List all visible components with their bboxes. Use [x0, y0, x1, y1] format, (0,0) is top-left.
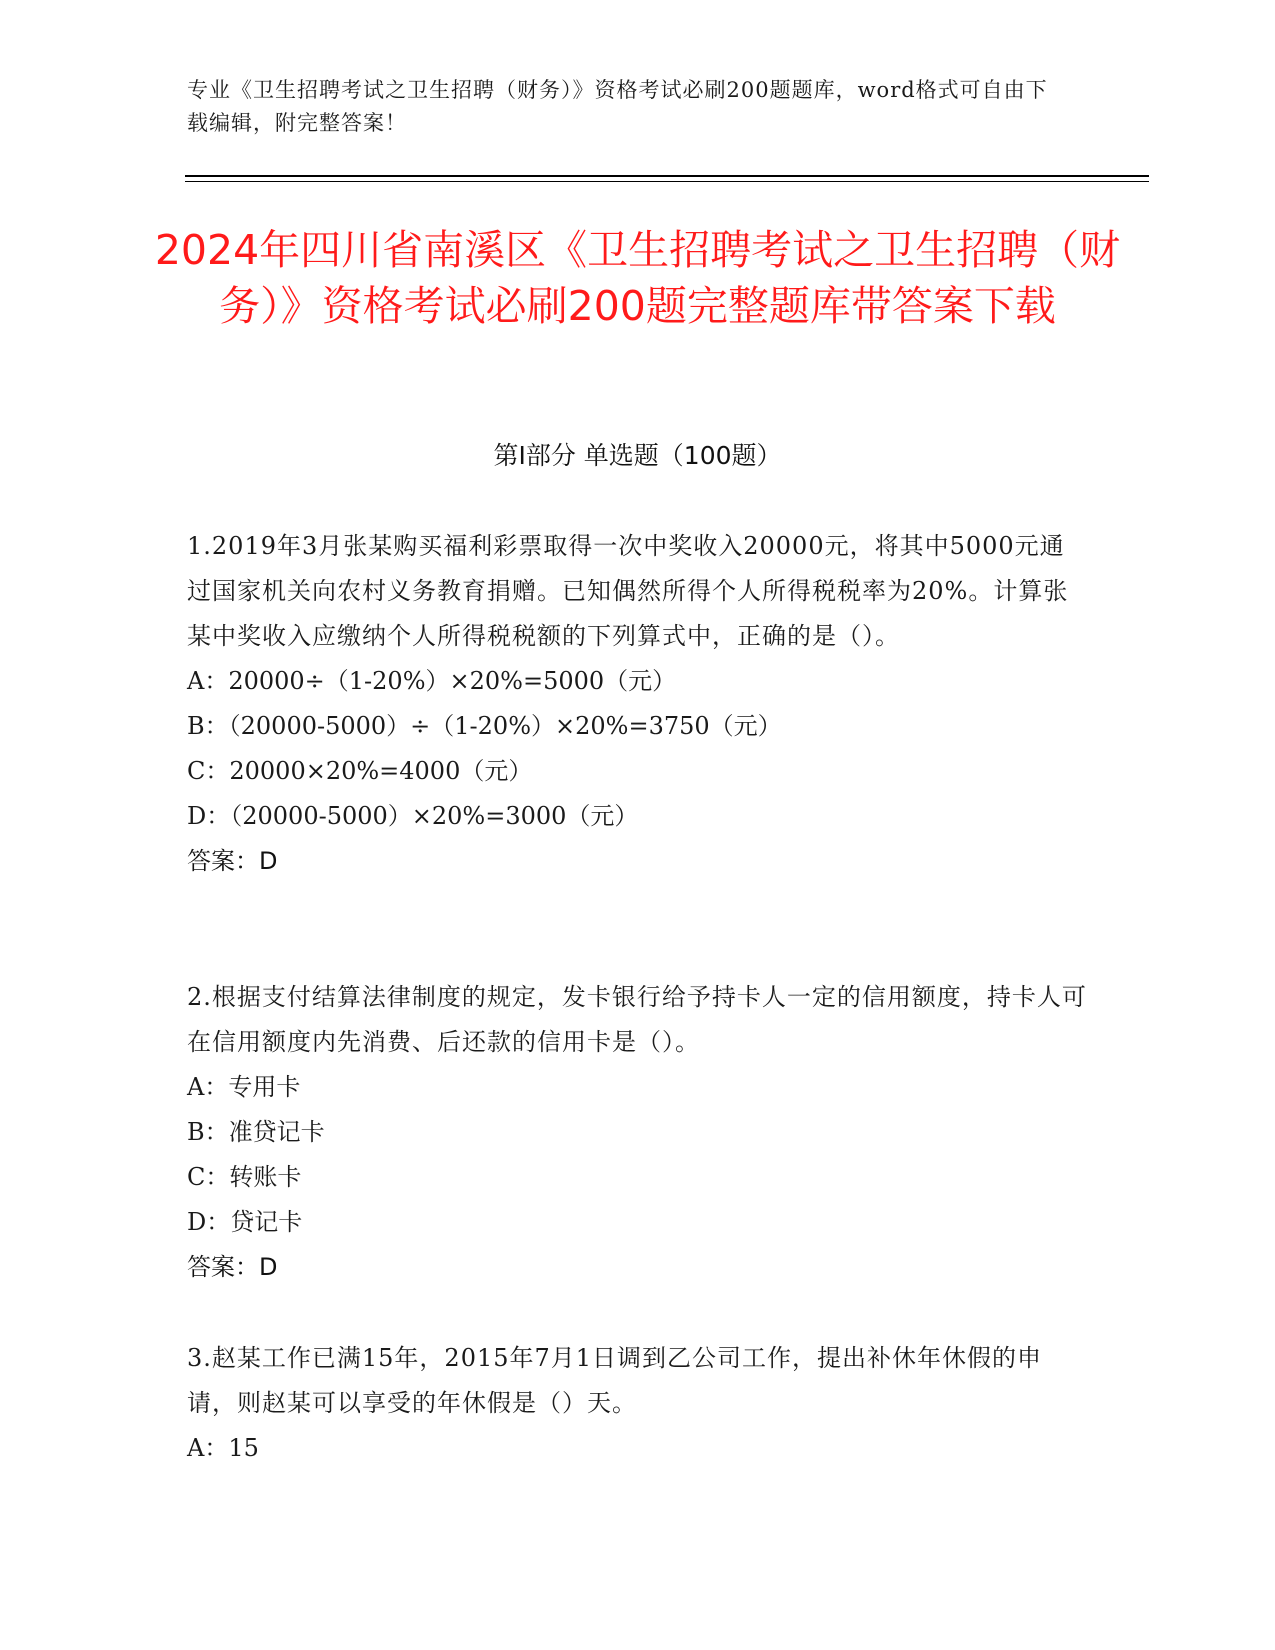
option-c: C：20000×20%=4000（元） — [187, 757, 533, 785]
answer: 答案：D — [187, 1253, 278, 1281]
option-a: A：15 — [187, 1434, 259, 1462]
header-divider-thick — [185, 175, 1149, 177]
document-title: 2024年四川省南溪区《卫生招聘考试之卫生招聘（财务）》资格考试必刷200题完整题库带答案下载 — [154, 226, 1121, 330]
option-d: D：（20000-5000）×20%=3000（元） — [187, 802, 639, 830]
option-d: D：贷记卡 — [187, 1208, 303, 1236]
answer: 答案：D — [187, 847, 278, 875]
header-note: 专业《卫生招聘考试之卫生招聘（财务）》资格考试必刷200题题库，word格式可自由下载编辑，附完整答案！ — [187, 78, 1048, 135]
option-a: A：20000÷（1-20%）×20%=5000（元） — [187, 667, 677, 695]
option-c: C：转账卡 — [187, 1163, 302, 1191]
header-divider-thin — [185, 181, 1149, 182]
option-a: A：专用卡 — [187, 1073, 301, 1101]
question-stem: 2.根据支付结算法律制度的规定，发卡银行给予持卡人一定的信用额度，持卡人可在信用额度内先消费、后还款的信用卡是（）。 — [187, 983, 1087, 1056]
section-title: 第I部分 单选题（100题） — [493, 441, 782, 470]
question-3 — [187, 1336, 1087, 1471]
option-b: B：（20000-5000）÷（1-20%）×20%=3750（元） — [187, 712, 782, 740]
question-1 — [187, 524, 1087, 884]
question-stem: 3.赵某工作已满15年，2015年7月1日调到乙公司工作，提出补休年休假的申请，则赵某可以享受的年休假是（）天。 — [187, 1344, 1043, 1417]
question-stem: 1.2019年3月张某购买福利彩票取得一次中奖收入20000元，将其中5000元通过国家机关向农村义务教育捐赠。已知偶然所得个人所得税税率为20%。计算张某中奖收入应缴纳个人所得税税额的下列算式中，正确的是（）。 — [187, 532, 1069, 650]
question-2 — [187, 975, 1087, 1290]
option-b: B：准贷记卡 — [187, 1118, 325, 1146]
